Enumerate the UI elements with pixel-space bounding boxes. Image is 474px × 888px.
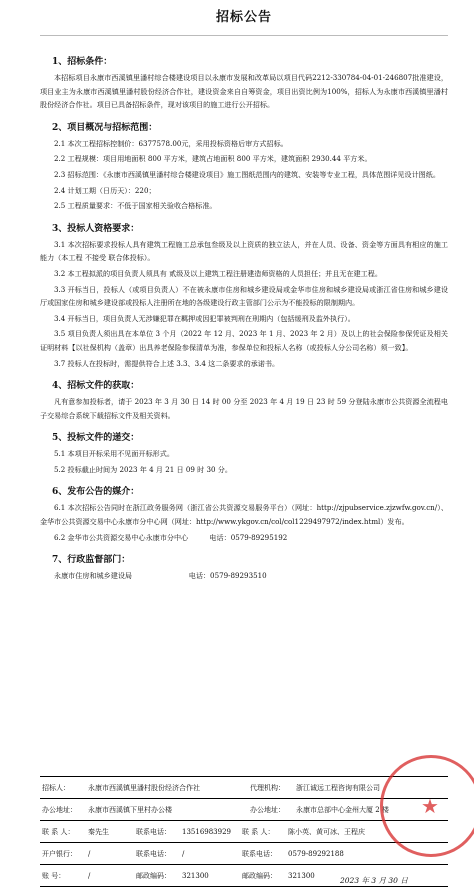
- table-label: 招标人：: [42, 783, 70, 792]
- table-cell: /: [88, 871, 91, 880]
- page-title: 招标公告: [215, 10, 272, 25]
- table-label: 开户银行：: [42, 849, 77, 858]
- section-3-item-5: 3.5 项目负责人须出具在本单位 3 个月（2022 年 12 月、2023 年 1 月、2023 年 2 月）及以上的社会保险参保凭证及相关证明材料【以社保机构（盖章）出具养老保险参保清单为准，参保单位和投标人名称（或投标人分公司名称）须一致】。: [40, 329, 448, 352]
- table-label: 联系电话：: [136, 827, 171, 836]
- contact-table: [40, 776, 448, 887]
- title-divider: [40, 35, 448, 36]
- section-heading-4: 4、招标文件的获取：: [52, 381, 140, 392]
- section-heading-7: 7、行政监督部门：: [52, 555, 131, 566]
- table-cell: 浙江诚远工程咨询有限公司: [296, 783, 380, 792]
- table-label: 代理机构：: [250, 783, 285, 792]
- section-heading-5: 5、投标文件的递交：: [52, 433, 140, 444]
- table-cell: 13516983929: [182, 827, 231, 836]
- table-row: [40, 777, 448, 799]
- table-cell: /: [182, 849, 185, 858]
- table-cell: /: [88, 849, 91, 858]
- section-6-item-2: 6.2 金华市公共资源交易中心永康市分中心 电话：0579-89295192: [54, 532, 288, 542]
- table-label: 联系电话：: [136, 849, 171, 858]
- section-3-item-3: 3.3 开标当日，投标人（或项目负责人）不在被永康市住房和城乡建设局或金华市住房和城乡建设局或浙江省住房和城乡建设厅或国家住房和城乡建设部或投标人注册所在地的各级建设行政主管部门公示为不能投标的限制期内。: [40, 284, 448, 308]
- section-2-item-3: 2.3 招标范围：《永康市西溪镇里潘村综合楼建设项目》施工图纸范围内的建筑、安装等专业工程，具体范围详见设计图纸。: [54, 169, 440, 179]
- table-cell: 永康市西溪镇里潘村股份经济合作社: [88, 783, 200, 792]
- table-row: [40, 799, 448, 821]
- table-cell: 321300: [182, 871, 209, 880]
- section-2-item-5: 2.5 工程质量要求：不低于国家相关验收合格标准。: [54, 201, 217, 211]
- table-label: 办公地址：: [42, 805, 77, 814]
- section-7-text: 永康市住房和城乡建设局 电话：0579-89293510: [54, 571, 267, 581]
- table-label: 联系电话：: [242, 849, 277, 858]
- section-5-item-2: 5.2 投标截止时间为 2023 年 4 月 21 日 09 时 30 分。: [54, 464, 232, 474]
- table-cell: 秦先生: [88, 827, 109, 836]
- table-cell: 永康市西溪镇下里村办公楼: [88, 805, 172, 814]
- section-3-item-2: 3.2 本工程拟派的项目负责人须具有 贰级及以上建筑工程注册建造师资格的人员担任；并且无在建工程。: [54, 268, 382, 278]
- seal-star-icon: ★: [421, 794, 439, 818]
- section-heading-1: 1、招标条件：: [52, 57, 113, 67]
- section-heading-3: 3、投标人资格要求：: [52, 223, 140, 234]
- table-label: 邮政编码：: [136, 871, 171, 880]
- section-4-text: 凡有意参加投标者，请于 2023 年 3 月 30 日 14 时 00 分至 2023 年 4 月 19 日 23 时 59 分登陆永康市公共资源全流程电子交易综合系统下载招标文件及相关资料。: [40, 397, 448, 420]
- section-2-item-4: 2.4 计划工期（日历天）：220；: [54, 185, 156, 195]
- table-label: 联 系 人：: [242, 827, 275, 836]
- table-row: [40, 821, 448, 843]
- section-heading-6: 6、发布公告的媒介：: [52, 487, 140, 498]
- table-cell: 0579-89292188: [288, 849, 344, 858]
- table-label: 账 号：: [42, 871, 66, 880]
- section-2-item-1: 2.1 本次工程招标控制价：6377578.00元，采用投标资格后审方式招标。: [54, 138, 288, 148]
- section-6-item-1: 6.1 本次招标公告同时在浙江政务服务网（浙江省公共资源交易服务平台）（网址：http://zjpubservice.zjzwfw.gov.cn/）、金华市公共资源交易中心永康市分中心网（网址：http://www.ykgov.cn/col/col1229497972/index.html）发布。: [40, 503, 448, 527]
- section-5-item-1: 5.1 本项目开标采用不见面开标形式。: [54, 449, 174, 459]
- section-3-item-7: 3.7 投标人在投标时，需提供符合上述 3.3、3.4 这二条要求的承诺书。: [54, 358, 280, 368]
- table-cell: 321300: [288, 871, 315, 880]
- announcement-page: [40, 0, 448, 888]
- table-cell: 陈小英、黄可冰、王程庆: [288, 827, 365, 836]
- table-label: 联 系 人：: [42, 827, 75, 836]
- section-heading-2: 2、项目概况与招标范围：: [52, 122, 158, 133]
- table-label: 办公地址：: [250, 805, 285, 814]
- section-3-item-4: 3.4 开标当日，项目负责人无涉嫌犯罪在羁押或因犯罪被判刑在刑期内（包括缓刑及监外执行）。: [54, 313, 355, 323]
- issue-date: 2023 年 3 月 30 日: [340, 876, 408, 885]
- table-cell: 永康市总部中心金州大厦 2 楼: [296, 805, 389, 814]
- section-1-text: 本招标项目永康市西溪镇里潘村综合楼建设项目以永康市发展和改革局以项目代码2212-330784-04-01-246807批准建设，项目业主为永康市西溪镇里潘村股份经济合作社，建设资金来自自筹资金，项目出资比例为100%，招标人为永康市西溪镇里潘村股份经济合作社。项目已具备招标条件，现对该项目的施工进行公开招标。: [40, 73, 448, 110]
- section-3-item-1: 3.1 本次招标要求投标人具有建筑工程施工总承包叁级及以上资质的独立法人，并在人员、设备、资金等方面具有相应的施工能力（本工程 不接受 联合体投标）。: [40, 239, 448, 263]
- table-label: 邮政编码：: [242, 871, 277, 880]
- section-2-item-2: 2.2 工程规模：项目用地面积 800 平方米，建筑占地面积 800 平方米，建筑面积 2930.44 平方米。: [54, 154, 372, 164]
- table-row: [40, 843, 448, 865]
